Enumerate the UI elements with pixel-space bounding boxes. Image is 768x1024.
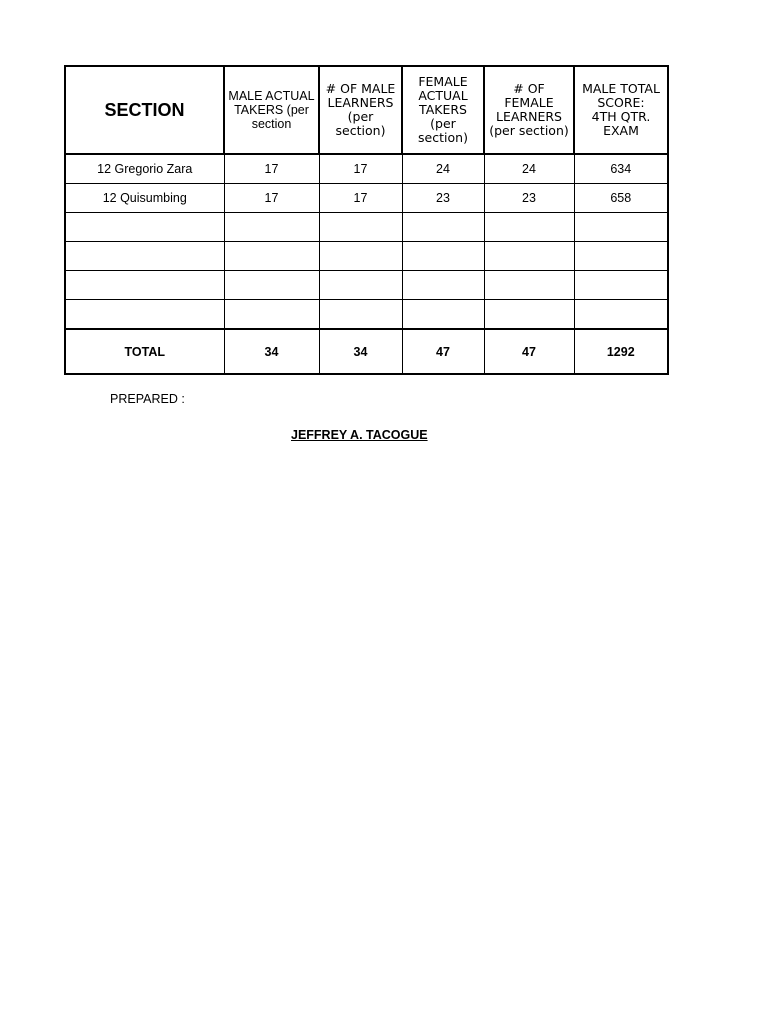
total-label: TOTAL	[65, 329, 224, 374]
cell-female-actual-takers	[402, 271, 484, 300]
cell-male-actual-takers: 17	[224, 184, 319, 213]
cell-male-learners	[319, 242, 402, 271]
cell-female-actual-takers: 23	[402, 184, 484, 213]
table-row	[65, 184, 668, 213]
cell-female-learners	[484, 242, 574, 271]
header-section: SECTION	[65, 66, 224, 154]
table-row	[65, 213, 668, 242]
cell-section: 12 Gregorio Zara	[65, 154, 224, 184]
cell-male-learners	[319, 300, 402, 330]
header-female-learners: # OF FEMALE LEARNERS (per section)	[484, 66, 574, 154]
cell-male-learners	[319, 271, 402, 300]
cell-male-total-score: 634	[574, 154, 668, 184]
cell-male-actual-takers: 17	[224, 154, 319, 184]
total-male-actual-takers: 34	[224, 329, 319, 374]
cell-section	[65, 271, 224, 300]
header-male-learners: # OF MALE LEARNERS (per section)	[319, 66, 402, 154]
cell-male-total-score	[574, 300, 668, 330]
signatory-name: JEFFREY A. TACOGUE	[291, 428, 428, 442]
cell-female-learners	[484, 271, 574, 300]
cell-female-learners	[484, 300, 574, 330]
prepared-label: PREPARED :	[110, 392, 185, 406]
cell-male-learners	[319, 213, 402, 242]
cell-male-total-score	[574, 242, 668, 271]
table-row	[65, 242, 668, 271]
cell-male-total-score	[574, 213, 668, 242]
table-row	[65, 271, 668, 300]
cell-female-actual-takers	[402, 213, 484, 242]
cell-female-learners: 24	[484, 154, 574, 184]
total-female-learners: 47	[484, 329, 574, 374]
cell-male-total-score: 658	[574, 184, 668, 213]
cell-male-actual-takers	[224, 213, 319, 242]
cell-female-actual-takers: 24	[402, 154, 484, 184]
total-male-learners: 34	[319, 329, 402, 374]
cell-section	[65, 242, 224, 271]
cell-male-total-score	[574, 271, 668, 300]
cell-male-actual-takers	[224, 300, 319, 330]
cell-female-actual-takers	[402, 300, 484, 330]
total-row	[65, 329, 668, 374]
total-male-total-score: 1292	[574, 329, 668, 374]
header-row	[65, 66, 668, 154]
cell-male-actual-takers	[224, 271, 319, 300]
cell-section	[65, 300, 224, 330]
header-male-total-score: MALE TOTAL SCORE: 4TH QTR. EXAM	[574, 66, 668, 154]
header-female-actual-takers: FEMALE ACTUAL TAKERS (per section)	[402, 66, 484, 154]
cell-section	[65, 213, 224, 242]
cell-section: 12 Quisumbing	[65, 184, 224, 213]
cell-male-learners: 17	[319, 154, 402, 184]
cell-female-actual-takers	[402, 242, 484, 271]
total-female-actual-takers: 47	[402, 329, 484, 374]
header-male-actual-takers: MALE ACTUAL TAKERS (per section	[224, 66, 319, 154]
cell-female-learners: 23	[484, 184, 574, 213]
table-row	[65, 154, 668, 184]
table-row	[65, 300, 668, 330]
cell-female-learners	[484, 213, 574, 242]
cell-male-actual-takers	[224, 242, 319, 271]
score-summary-table	[64, 65, 669, 375]
cell-male-learners: 17	[319, 184, 402, 213]
